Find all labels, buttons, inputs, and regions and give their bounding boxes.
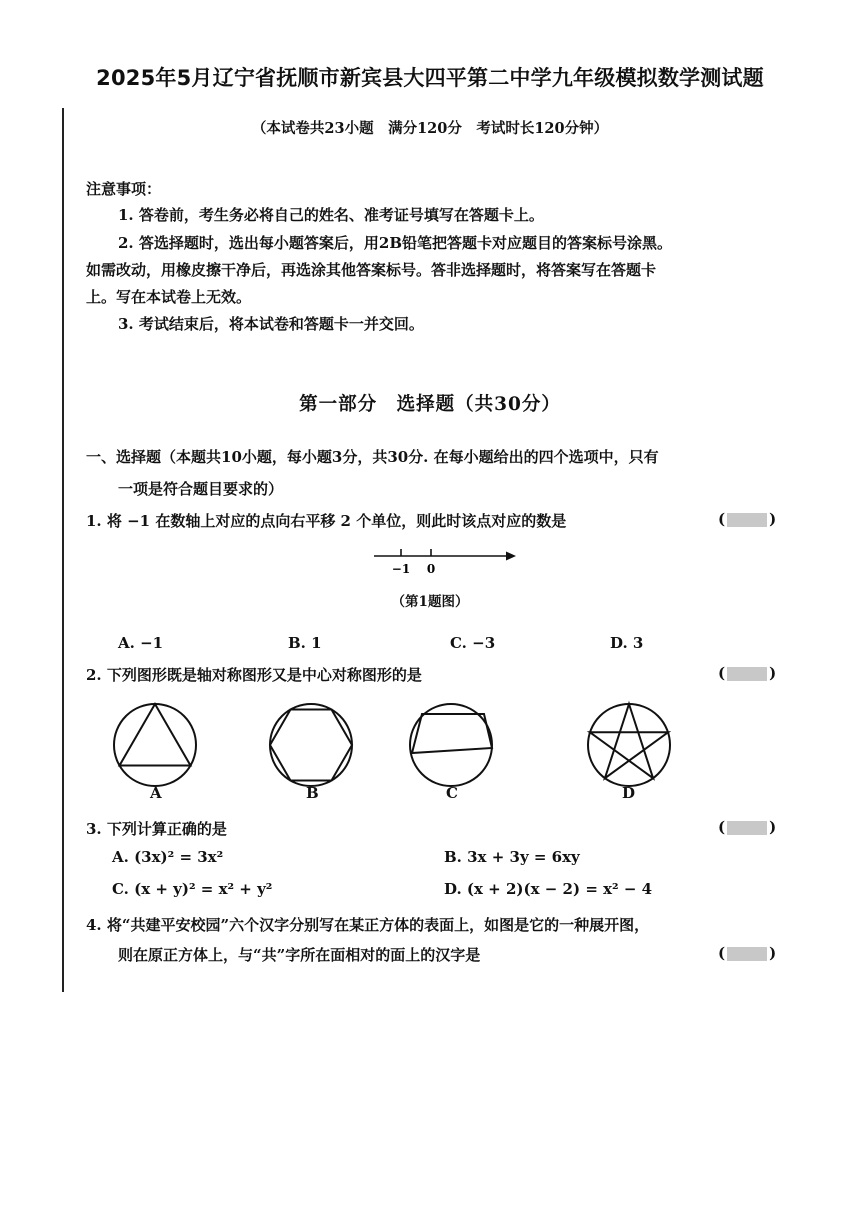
arrow-icon — [506, 552, 516, 561]
q3-option-d: D. (x + 2)(x − 2) = x² − 4 — [444, 880, 653, 898]
q1-stem: 1. 将 −1 在数轴上对应的点向右平移 2 个单位，则此时该点对应的数是 — [86, 512, 567, 530]
section-intro-1: 一、选择题（本题共10小题，每小题3分，共30分. 在每小题给出的四个选项中，只有 — [86, 448, 659, 466]
margin-line — [62, 108, 64, 992]
bracket-open: ( — [718, 818, 726, 836]
notice-item-2: 2. 答选择题时，选出每小题答案后，用2B铅笔把答题卡对应题目的答案标号涂黑。 — [118, 234, 673, 252]
q2-label-a: A — [150, 784, 162, 802]
notice-item-2-end: 上。写在本试卷上无效。 — [86, 288, 252, 306]
q2-label-b: B — [306, 784, 319, 802]
bracket-open: ( — [718, 510, 726, 528]
page-title: 2025年5月辽宁省抚顺市新宾县大四平第二中学九年级模拟数学测试题 — [96, 66, 764, 90]
q2-label-d: D — [622, 784, 636, 802]
circle-inscribed-triangle — [110, 700, 200, 790]
bracket-close: ) — [769, 944, 777, 962]
bracket-close: ) — [769, 818, 777, 836]
q2-answer-bracket — [718, 664, 776, 682]
q1-option-b: B. 1 — [288, 634, 322, 652]
bracket-open: ( — [718, 664, 726, 682]
answer-box — [727, 667, 767, 681]
notice-item-3: 3. 考试结束后，将本试卷和答题卡一并交回。 — [118, 315, 424, 333]
q2-stem: 2. 下列图形既是轴对称图形又是中心对称图形的是 — [86, 666, 422, 684]
number-line — [360, 540, 530, 580]
bracket-close: ) — [769, 664, 777, 682]
bracket-close: ) — [769, 510, 777, 528]
answer-box — [727, 821, 767, 835]
q3-option-a: A. (3x)² = 3x² — [112, 848, 224, 866]
bracket-open: ( — [718, 944, 726, 962]
circle-inscribed-trapezoid — [406, 700, 496, 790]
notice-heading: 注意事项： — [86, 180, 162, 198]
circle-inscribed-star — [584, 700, 674, 790]
q4-answer-bracket — [718, 944, 776, 962]
q3-answer-bracket — [718, 818, 776, 836]
answer-box — [727, 513, 767, 527]
tick-label-minus-one: −1 — [391, 562, 411, 576]
q3-option-c: C. (x + y)² = x² + y² — [112, 880, 273, 898]
answer-box — [727, 947, 767, 961]
q4-stem-line-2: 则在原正方体上，与“共”字所在面相对的面上的汉字是 — [118, 946, 481, 964]
q1-figure-caption: （第1题图） — [391, 594, 469, 610]
circle-inscribed-hexagon — [266, 700, 356, 790]
q4-stem-line-1: 4. 将“共建平安校园”六个汉字分别写在某正方体的表面上，如图是它的一种展开图， — [86, 916, 650, 934]
q3-stem: 3. 下列计算正确的是 — [86, 820, 227, 838]
q1-option-d: D. 3 — [610, 634, 644, 652]
notice-item-2-cont: 如需改动，用橡皮擦干净后，再选涂其他答案标号。答非选择题时，将答案写在答题卡 — [86, 261, 657, 279]
q2-label-c: C — [446, 784, 458, 802]
exam-info: （本试卷共23小题 满分120分 考试时长120分钟） — [251, 120, 609, 137]
q1-option-a: A. −1 — [118, 634, 164, 652]
section-title: 第一部分 选择题（共30分） — [299, 394, 561, 415]
tick-label-zero: 0 — [426, 562, 436, 576]
q1-answer-bracket — [718, 510, 776, 528]
section-intro-2: 一项是符合题目要求的） — [118, 480, 284, 498]
q3-option-b: B. 3x + 3y = 6xy — [444, 848, 580, 866]
notice-item-1: 1. 答卷前，考生务必将自己的姓名、准考证号填写在答题卡上。 — [118, 206, 544, 224]
q1-option-c: C. −3 — [450, 634, 496, 652]
